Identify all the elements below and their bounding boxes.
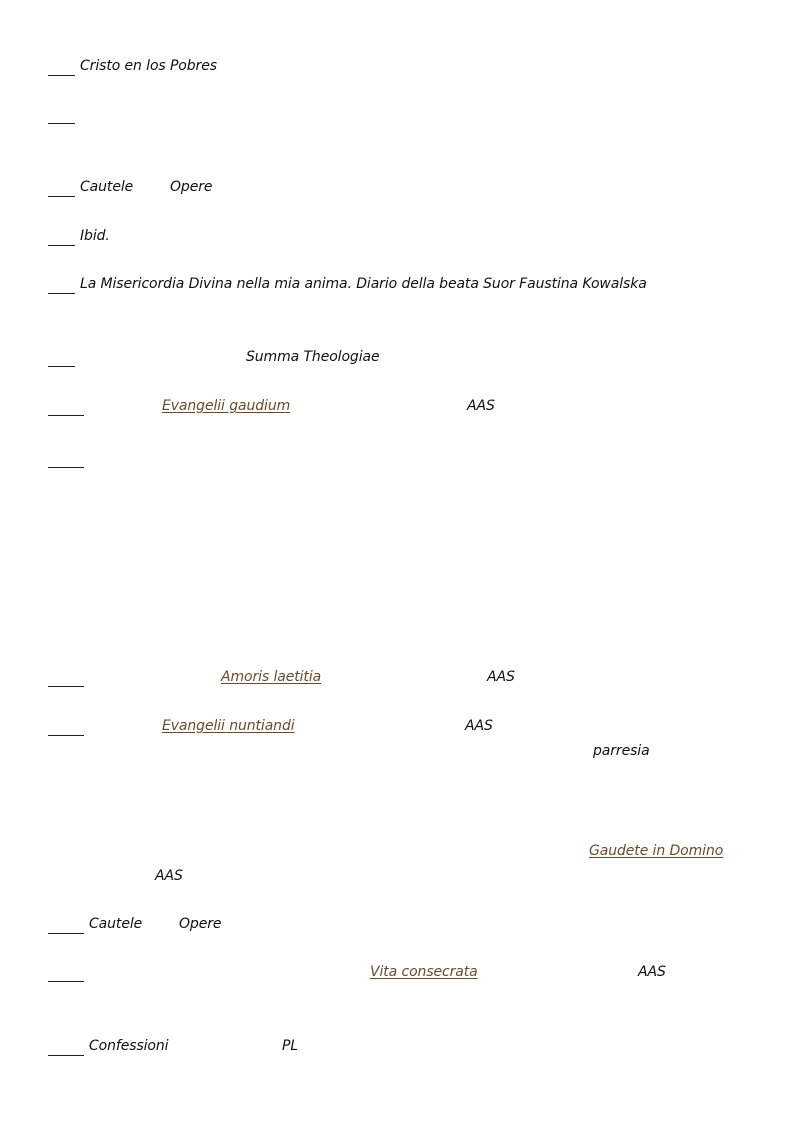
footnote-blank: [48, 349, 75, 367]
vita-consecrata-link[interactable]: Vita consecrata: [370, 964, 478, 980]
footnote-blank: [48, 964, 84, 982]
footnote-text: PL: [282, 1038, 299, 1054]
footnote-blank: [48, 106, 75, 124]
footnote-text: AAS: [467, 398, 495, 414]
footnote-text: Cautele: [80, 179, 134, 195]
evangelii-gaudium-link[interactable]: Evangelii gaudium: [162, 398, 291, 414]
footnote-blank: [48, 669, 84, 687]
evangelii-nuntiandi-link[interactable]: Evangelii nuntiandi: [162, 718, 295, 734]
footnote-blank: [48, 1038, 84, 1056]
footnote-blank: [48, 718, 84, 736]
footnote-text: AAS: [638, 964, 666, 980]
amoris-laetitia-link[interactable]: Amoris laetitia: [221, 669, 322, 685]
footnote-blank: [48, 398, 84, 416]
footnote-text: Opere: [179, 916, 222, 932]
footnote-text: Opere: [170, 179, 213, 195]
footnote-text: AAS: [465, 718, 493, 734]
footnote-blank: [48, 276, 75, 294]
footnote-text: parresia: [593, 743, 650, 759]
footnote-text: Ibid.: [80, 228, 110, 244]
gaudete-in-domino-link[interactable]: Gaudete in Domino: [589, 843, 724, 859]
footnote-blank: [48, 916, 84, 934]
footnote-text: Summa Theologiae: [246, 349, 380, 365]
footnote-text: Cautele: [89, 916, 143, 932]
footnote-text: AAS: [155, 868, 183, 884]
footnote-text: La Misericordia Divina nella mia anima. Diario della beata Suor Faustina Kowalska: [80, 276, 647, 292]
footnote-text: AAS: [487, 669, 515, 685]
footnote-text: Confessioni: [89, 1038, 169, 1054]
footnote-blank: [48, 58, 75, 76]
footnote-blank: [48, 228, 75, 246]
footnote-blank: [48, 179, 75, 197]
footnote-text: Cristo en los Pobres: [80, 58, 217, 74]
footnote-blank: [48, 450, 84, 468]
